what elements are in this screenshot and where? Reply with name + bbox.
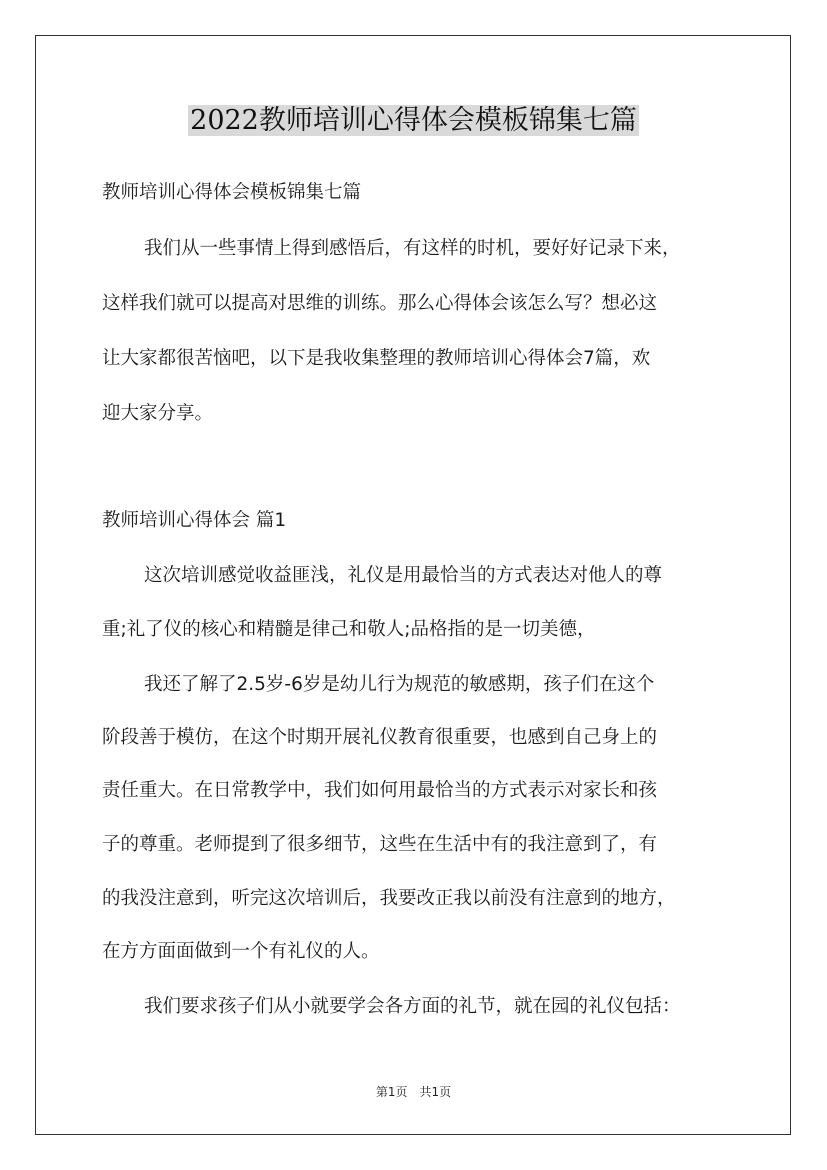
paragraph-line: 重;礼了仪的核心和精髓是律己和敬人;品格指的是一切美德， bbox=[102, 619, 596, 640]
intro-line: 让大家都很苦恼吧，以下是我收集整理的教师培训心得体会7篇，欢 bbox=[102, 348, 651, 369]
document-title: 2022教师培训心得体会模板锦集七篇 bbox=[190, 105, 637, 136]
intro-line: 迎大家分享。 bbox=[102, 403, 214, 424]
paragraph-line: 的我没注意到，听完这次培训后，我要改正我以前没有注意到的地方， bbox=[102, 888, 676, 909]
paragraph-line: 阶段善于模仿，在这个时期开展礼仪教育很重要，也感到自己身上的 bbox=[102, 727, 658, 748]
page-footer: 第1页 共1页 bbox=[375, 1085, 452, 1099]
intro-line: 我们从一些事情上得到感悟后，有这样的时机，要好好记录下来， bbox=[144, 238, 681, 259]
section-heading: 教师培训心得体会 篇1 bbox=[102, 510, 287, 531]
paragraph-line: 责任重大。在日常教学中，我们如何用最恰当的方式表示对家长和孩 bbox=[102, 780, 658, 801]
document-subtitle: 教师培训心得体会模板锦集七篇 bbox=[102, 182, 362, 203]
paragraph-line: 子的尊重。老师提到了很多细节，这些在生活中有的我注意到了，有 bbox=[102, 834, 658, 855]
paragraph-line: 这次培训感觉收益匪浅，礼仪是用最恰当的方式表达对他人的尊 bbox=[144, 565, 663, 586]
paragraph-line: 我们要求孩子们从小就要学会各方面的礼节，就在园的礼仪包括： bbox=[144, 996, 681, 1017]
paragraph-line: 我还了解了2.5岁-6岁是幼儿行为规范的敏感期，孩子们在这个 bbox=[144, 674, 655, 695]
intro-line: 这样我们就可以提高对思维的训练。那么心得体会该怎么写？想必这 bbox=[102, 293, 658, 314]
paragraph-line: 在方方面面做到一个有礼仪的人。 bbox=[102, 941, 380, 962]
